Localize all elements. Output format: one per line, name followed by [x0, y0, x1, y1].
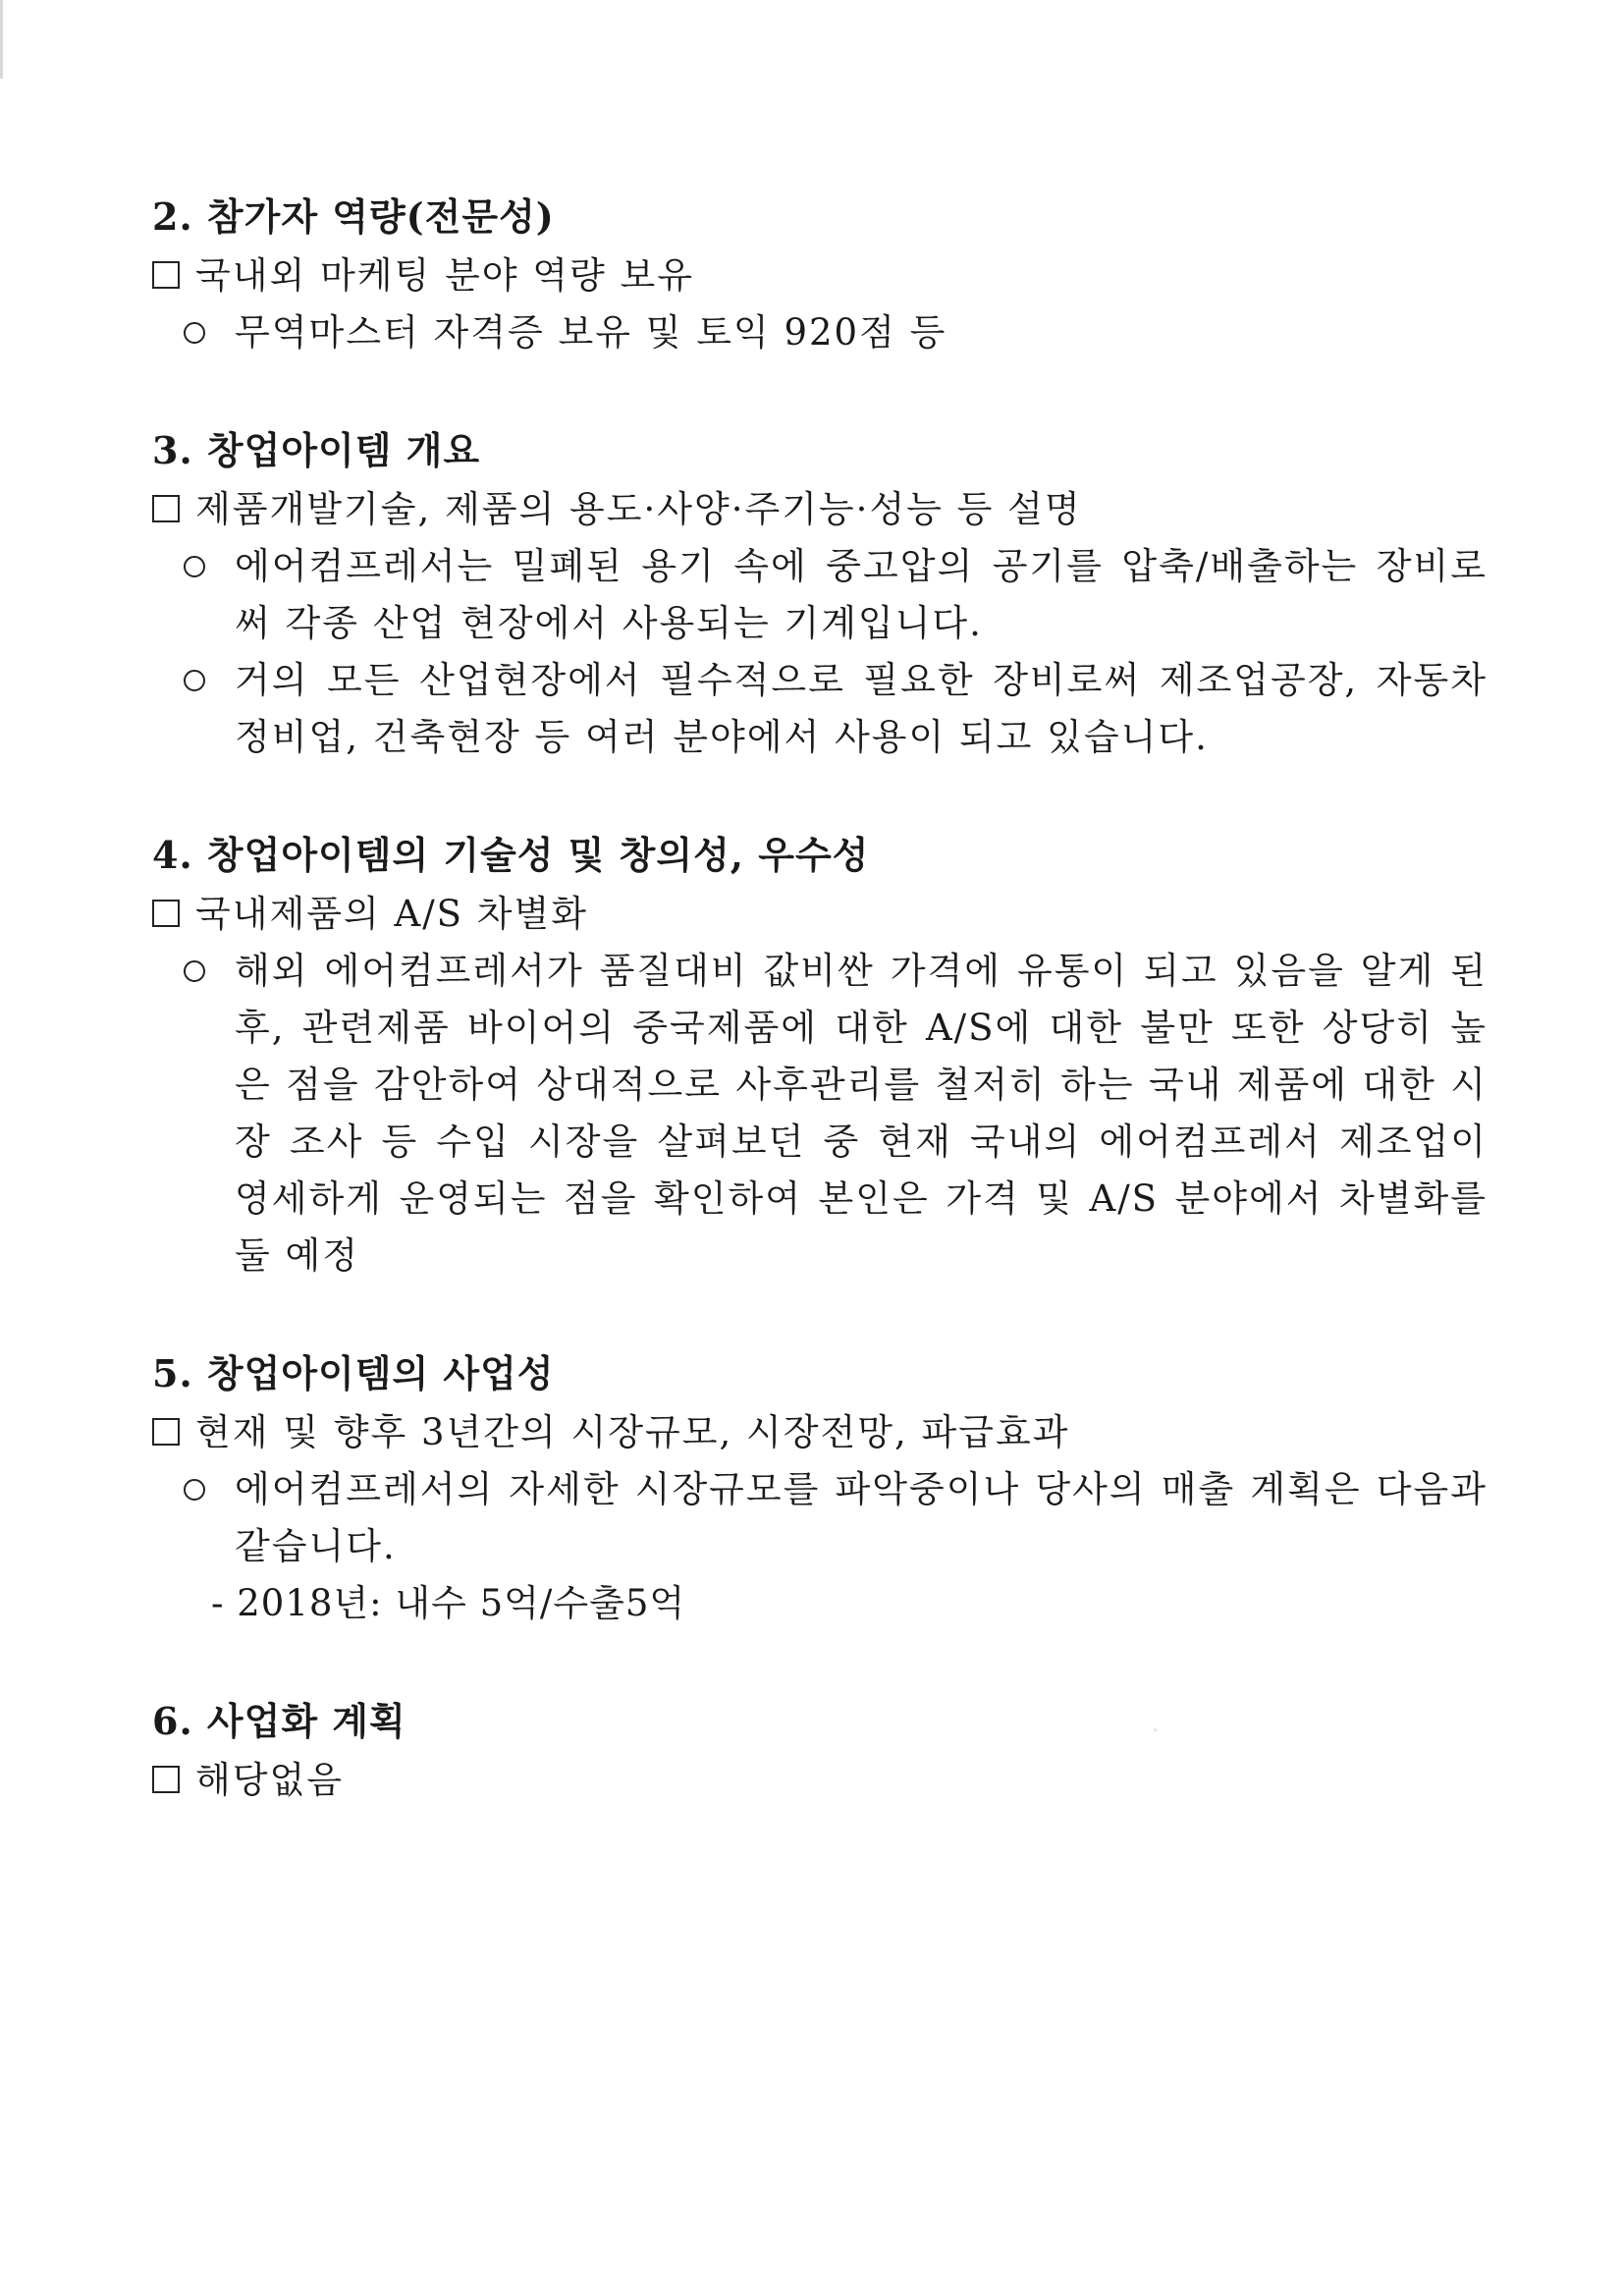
checkbox-item	[152, 247, 1488, 304]
scan-edge-mark	[0, 0, 3, 79]
bullet-item	[152, 304, 1488, 361]
bullet-item	[152, 943, 1488, 1285]
bullet-text: 해외 에어컴프레서가 품질대비 값비싼 가격에 유통이 되고 있음을 알게 된 후, 관련제품 바이어의 중국제품에 대한 A/S에 대한 불만 또한 상당히 높은 점을 감안하여 상대적으로 사후관리를 철저히 하는 국내 제품에 대한 시장 조사 등 수입 시장을 살펴보던 중 현재 국내의 에어컴프레서 제조업이 영세하게 운영되는 점을 확인하여 본인은 가격 및 A/S 분야에서 차별화를 둘 예정	[235, 950, 1488, 1277]
section-heading: 3. 창업아이템 개요	[152, 428, 481, 472]
circle-bullet-icon	[184, 322, 205, 344]
checkbox-item-text: 현재 및 향후 3년간의 시장규모, 시장전망, 파급효과	[195, 1411, 1070, 1453]
dash-item: - 2018년: 내수 5억/수출5억	[211, 1582, 686, 1624]
section-heading: 6. 사업화 계획	[152, 1699, 406, 1743]
section-heading: 2. 참가자 역량(전문성)	[152, 194, 555, 239]
bullet-text: 무역마스터 자격증 보유 및 토익 920점 등	[235, 311, 947, 354]
bullet-text: 에어컴프레서의 자세한 시장규모를 파악중이나 당사의 매출 계획은 다음과 같습니다.	[235, 1468, 1488, 1567]
bullet-text: 거의 모든 산업현장에서 필수적으로 필요한 장비로써 제조업공장, 자동차정비업, 건축현장 등 여러 분야에서 사용이 되고 있습니다.	[235, 659, 1488, 758]
circle-bullet-icon	[184, 960, 205, 982]
section-heading: 5. 창업아이템의 사업성	[152, 1351, 555, 1395]
bullet-item	[152, 1461, 1488, 1575]
checkbox-icon	[152, 261, 180, 289]
checkbox-icon	[152, 900, 180, 927]
circle-bullet-icon	[184, 670, 205, 691]
document-body	[152, 192, 1488, 1874]
checkbox-icon	[152, 1418, 180, 1446]
checkbox-item-text: 해당없음	[195, 1759, 344, 1801]
section-heading: 4. 창업아이템의 기술성 및 창의성, 우수성	[152, 833, 870, 877]
checkbox-icon	[152, 1766, 180, 1793]
checkbox-item	[152, 481, 1488, 538]
section-competency	[152, 192, 1488, 361]
section-commercialization-plan	[152, 1697, 1488, 1809]
bullet-item	[152, 538, 1488, 652]
checkbox-item-text: 제품개발기술, 제품의 용도·사양·주기능·성능 등 설명	[195, 488, 1082, 530]
checkbox-item	[152, 1404, 1488, 1461]
checkbox-item-text: 국내제품의 A/S 차별화	[195, 893, 588, 935]
bullet-item	[152, 652, 1488, 766]
bullet-text: 에어컴프레서는 밀폐된 용기 속에 중고압의 공기를 압축/배출하는 장비로써 각종 산업 현장에서 사용되는 기계입니다.	[235, 545, 1488, 644]
checkbox-item	[152, 1752, 1488, 1809]
section-business-viability	[152, 1349, 1488, 1632]
checkbox-item	[152, 886, 1488, 943]
circle-bullet-icon	[184, 556, 205, 577]
checkbox-item-text: 국내외 마케팅 분야 역량 보유	[195, 254, 694, 297]
section-technology-creativity	[152, 831, 1488, 1285]
checkbox-icon	[152, 495, 180, 522]
circle-bullet-icon	[184, 1479, 205, 1501]
section-item-overview	[152, 426, 1488, 766]
